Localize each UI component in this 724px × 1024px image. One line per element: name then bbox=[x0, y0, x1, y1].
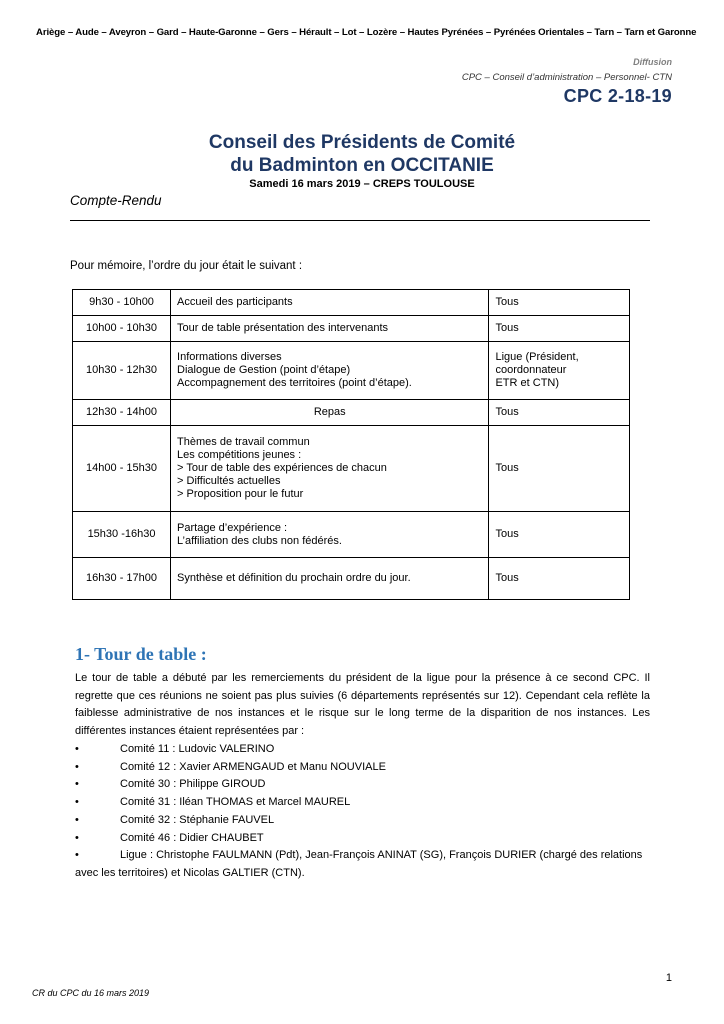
agenda-participants bbox=[489, 290, 630, 316]
agenda-topic-line: > Proposition pour le futur bbox=[177, 488, 304, 500]
agenda-topic-line: Synthèse et définition du prochain ordre du jour. bbox=[177, 572, 411, 584]
list-item-text: Comité 30 : Philippe GIROUD bbox=[120, 778, 266, 791]
agenda-row bbox=[73, 290, 630, 316]
agenda-topic bbox=[171, 426, 489, 512]
agenda-topic-line: Partage d’expérience : bbox=[177, 521, 288, 534]
agenda-participants-line: Tous bbox=[495, 528, 519, 540]
list-item-text: Comité 11 : Ludovic VALERINO bbox=[120, 743, 275, 755]
agenda-intro: Pour mémoire, l’ordre du jour était le suivant : bbox=[70, 260, 303, 272]
representatives-list bbox=[75, 741, 650, 883]
agenda-participants bbox=[489, 342, 630, 400]
agenda-topic bbox=[171, 342, 489, 400]
bullet-icon: • bbox=[75, 760, 79, 773]
agenda-participants bbox=[489, 558, 630, 600]
diffusion-label: Diffusion bbox=[633, 57, 672, 67]
divider bbox=[70, 220, 650, 221]
agenda-topic-line: Tour de table présentation des intervenants bbox=[177, 322, 389, 334]
agenda-time: 14h00 - 15h30 bbox=[73, 426, 171, 512]
agenda-time: 10h30 - 12h30 bbox=[73, 342, 171, 400]
agenda-topic bbox=[171, 512, 489, 558]
agenda-topic bbox=[171, 316, 489, 342]
list-item-text: Comité 31 : Iléan THOMAS et Marcel MAUREL bbox=[120, 796, 351, 809]
agenda-participants bbox=[489, 400, 630, 426]
meeting-date-place: Samedi 16 mars 2019 – CREPS TOULOUSE bbox=[249, 178, 475, 190]
agenda-topic-line: Dialogue de Gestion (point d’étape) bbox=[177, 364, 351, 376]
departments-line: Ariège – Aude – Aveyron – Gard – Haute-Garonne – Gers – Hérault – Lot – Lozère – Hautes Pyrénées – Pyrénées Orientales – Tarn – Tarn et Garonne bbox=[36, 27, 697, 38]
bullet-icon: • bbox=[75, 778, 79, 791]
agenda-topic bbox=[171, 290, 489, 316]
agenda-participants-line: Tous bbox=[495, 322, 519, 334]
agenda-participants-line: Tous bbox=[495, 462, 519, 474]
agenda-time: 10h00 - 10h30 bbox=[73, 316, 171, 342]
footer-text: CR du CPC du 16 mars 2019 bbox=[32, 988, 150, 998]
bullet-icon: • bbox=[75, 831, 79, 844]
bullet-icon: • bbox=[75, 743, 79, 755]
section-paragraph: Le tour de table a débuté par les remerciements du président de la ligue pour la présence à ce second CPC. Il regrette que ces réunions ne soient pas plus suivies (6 départements représentés sur 12). Cependant cela reflète la faiblesse administrative de nos instances et le risque sur le long terme de la disparition de nos instances. Les différentes instances étaient représentées par : bbox=[75, 672, 650, 738]
list-item bbox=[75, 847, 650, 882]
title-line-2: du Badminton en OCCITANIE bbox=[230, 155, 494, 176]
agenda-row bbox=[73, 400, 630, 426]
bullet-icon: • bbox=[75, 796, 79, 809]
agenda-participants-line: Tous bbox=[495, 572, 519, 584]
document-reference: CPC 2-18-19 bbox=[563, 86, 672, 106]
agenda-row bbox=[73, 342, 630, 400]
list-item bbox=[75, 830, 650, 848]
agenda-topic-line: Informations diverses bbox=[177, 351, 282, 363]
agenda-topic bbox=[171, 558, 489, 600]
agenda-topic-line: Repas bbox=[313, 406, 346, 418]
list-item bbox=[75, 812, 650, 830]
agenda-topic-line: Les compétitions jeunes : bbox=[177, 449, 302, 461]
agenda-participants bbox=[489, 512, 630, 558]
page-number: 1 bbox=[665, 972, 672, 984]
agenda-time: 12h30 - 14h00 bbox=[73, 400, 171, 426]
agenda-participants bbox=[489, 426, 630, 512]
list-item-text: Comité 46 : Didier CHAUBET bbox=[120, 831, 264, 844]
agenda-topic-line: Accueil des participants bbox=[177, 296, 293, 308]
agenda-time: 9h30 - 10h00 bbox=[73, 290, 171, 316]
agenda-row bbox=[73, 426, 630, 512]
agenda-topic-line: Accompagnement des territoires (point d’étape). bbox=[177, 377, 412, 389]
agenda-row bbox=[73, 512, 630, 558]
agenda-participants bbox=[489, 316, 630, 342]
title-line-1: Conseil des Présidents de Comité bbox=[208, 132, 516, 153]
section-heading: 1- Tour de table : bbox=[75, 644, 207, 664]
list-item bbox=[75, 741, 650, 759]
agenda-participants-line: Ligue (Président, bbox=[495, 351, 579, 363]
agenda-topic bbox=[171, 400, 489, 426]
agenda-row bbox=[73, 316, 630, 342]
agenda-time: 16h30 - 17h00 bbox=[73, 558, 171, 600]
bullet-icon: • bbox=[75, 813, 79, 826]
list-item bbox=[75, 759, 650, 777]
agenda-topic-line: L’affiliation des clubs non fédérés. bbox=[177, 534, 342, 547]
list-item bbox=[75, 776, 650, 794]
agenda-row bbox=[73, 558, 630, 600]
bullet-icon: • bbox=[75, 849, 79, 862]
agenda-table bbox=[72, 289, 630, 600]
agenda-participants-line: ETR et CTN) bbox=[495, 377, 560, 389]
agenda-topic-line: > Tour de table des expériences de chacun bbox=[177, 462, 387, 474]
list-item-text: Comité 12 : Xavier ARMENGAUD et Manu NOUVIALE bbox=[120, 760, 386, 773]
agenda-topic-line: Thèmes de travail commun bbox=[177, 436, 310, 448]
agenda-participants-line: Tous bbox=[495, 406, 519, 418]
compte-rendu-label: Compte-Rendu bbox=[70, 193, 162, 208]
agenda-topic-line: > Difficultés actuelles bbox=[177, 475, 281, 487]
agenda-time: 15h30 -16h30 bbox=[73, 512, 171, 558]
list-item bbox=[75, 794, 650, 812]
agenda-participants-line: coordonnateur bbox=[495, 364, 567, 376]
diffusion-recipients: CPC – Conseil d’administration – Personnel- CTN bbox=[461, 72, 672, 83]
list-item-text: Comité 32 : Stéphanie FAUVEL bbox=[120, 813, 275, 826]
agenda-participants-line: Tous bbox=[495, 296, 519, 308]
list-item-text: Ligue : Christophe FAULMANN (Pdt), Jean-François ANINAT (SG), François DURIER (chargé des relations avec les territoires) et Nicolas GALTIER (CTN). bbox=[75, 849, 643, 879]
